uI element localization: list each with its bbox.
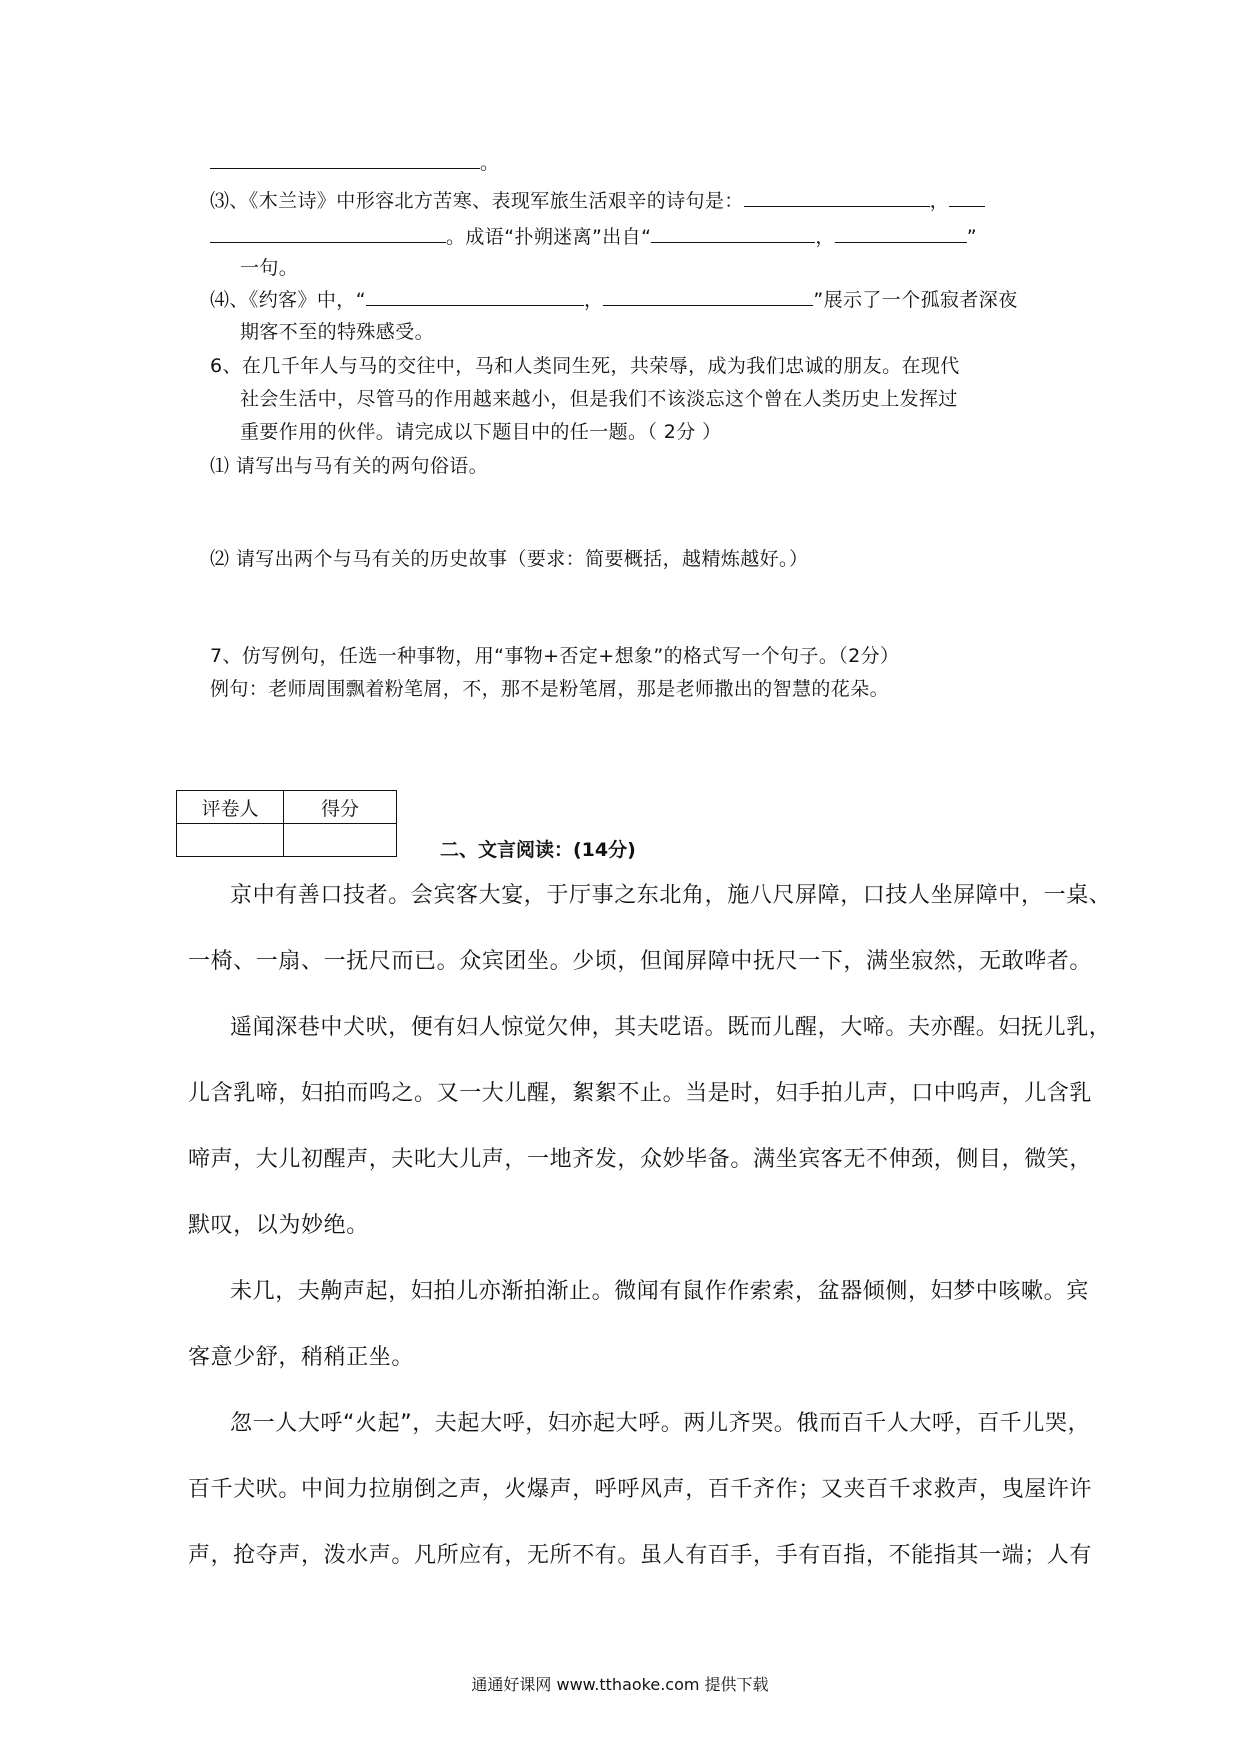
- score-table: [176, 790, 397, 857]
- passage-line: 声，抢夺声，泼水声。凡所应有，无所不有。虽人有百手，手有百指，不能指其一端；人有: [188, 1543, 1093, 1568]
- answer-blank[interactable]: [603, 285, 813, 306]
- page-footer: 通通好课网 www.tthaoke.com 提供下载: [471, 1675, 769, 1694]
- q6-sub1: ⑴ 请写出与马有关的两句俗语。: [210, 455, 489, 477]
- grader-cell[interactable]: [177, 824, 284, 857]
- passage-line: 遥闻深巷中犬吠，便有妇人惊觉欠伸，其夫呓语。既而儿醒，大啼。夫亦醒。妇抚儿乳，: [230, 1015, 1112, 1040]
- answer-blank[interactable]: [651, 222, 815, 243]
- q6-line3: 重要作用的伙伴。请完成以下题目中的任一题。（ 2分 ）: [240, 421, 722, 443]
- passage-line: 客意少舒，稍稍正坐。: [188, 1345, 415, 1370]
- answer-blank[interactable]: [210, 148, 480, 169]
- grader-header: 评卷人: [177, 791, 284, 824]
- prev-answer-line: 。: [210, 148, 499, 177]
- passage-line: 京中有善口技者。会宾客大宴，于厅事之东北角，施八尺屏障，口技人坐屏障中，一桌、: [230, 883, 1112, 908]
- answer-blank[interactable]: [744, 186, 930, 207]
- answer-blank[interactable]: [366, 285, 584, 306]
- q6-line2: 社会生活中，尽管马的作用越来越小，但是我们不该淡忘这个曾在人类历史上发挥过: [240, 388, 958, 410]
- q7-line2: 例句：老师周围飘着粉笔屑，不，那不是粉笔屑，那是老师撒出的智慧的花朵。: [210, 678, 890, 700]
- passage-line: 百千犬吠。中间力拉崩倒之声，火爆声，呼呼风声，百千齐作；又夹百千求救声，曳屋许许: [188, 1477, 1093, 1502]
- passage-line: 默叹，以为妙绝。: [188, 1213, 369, 1238]
- passage-line: 一椅、一扇、一抚尺而已。众宾团坐。少顷，但闻屏障中抚尺一下，满坐寂然，无敢哗者。: [188, 949, 1093, 974]
- q7-line1: 7、仿写例句，任选一种事物，用“事物+否定+想象”的格式写一个句子。（2分）: [210, 645, 900, 667]
- passage-line: 未几，夫齁声起，妇拍儿亦渐拍渐止。微闻有鼠作作索索，盆器倾侧，妇梦中咳嗽。宾: [230, 1279, 1089, 1304]
- q6-sub2: ⑵ 请写出两个与马有关的历史故事（要求：简要概括，越精炼越好。）: [210, 548, 809, 570]
- score-cell[interactable]: [284, 824, 397, 857]
- passage-line: 啼声，大儿初醒声，夫叱大儿声，一地齐发，众妙毕备。满坐宾客无不伸颈，侧目，微笑，: [188, 1147, 1093, 1172]
- answer-blank[interactable]: [210, 222, 446, 243]
- q4-line1: ⑷、《约客》中，“ ， ”展示了一个孤寂者深夜: [210, 285, 1018, 314]
- passage-line: 忽一人大呼“火起”，夫起大呼，妇亦起大呼。两儿齐哭。俄而百千人大呼，百千儿哭，: [230, 1411, 1091, 1436]
- q3-line1: ⑶、《木兰诗》中形容北方苦寒、表现军旅生活艰辛的诗句是： ，: [210, 186, 985, 215]
- answer-blank[interactable]: [835, 222, 967, 243]
- q4-line2: 期客不至的特殊感受。: [240, 321, 435, 343]
- q3-line3: 一句。: [240, 257, 299, 279]
- score-header: 得分: [284, 791, 397, 824]
- section-title: 二、文言阅读：(14分): [440, 839, 636, 861]
- passage-line: 儿含乳啼，妇拍而呜之。又一大儿醒，絮絮不止。当是时，妇手拍儿声，口中呜声，儿含乳: [188, 1081, 1093, 1106]
- answer-blank[interactable]: [949, 186, 985, 207]
- q6-line1: 6、在几千年人与马的交往中，马和人类同生死，共荣辱，成为我们忠诚的朋友。在现代: [210, 355, 960, 377]
- q3-line2: 。成语“扑朔迷离”出自“ ， ”: [210, 222, 977, 251]
